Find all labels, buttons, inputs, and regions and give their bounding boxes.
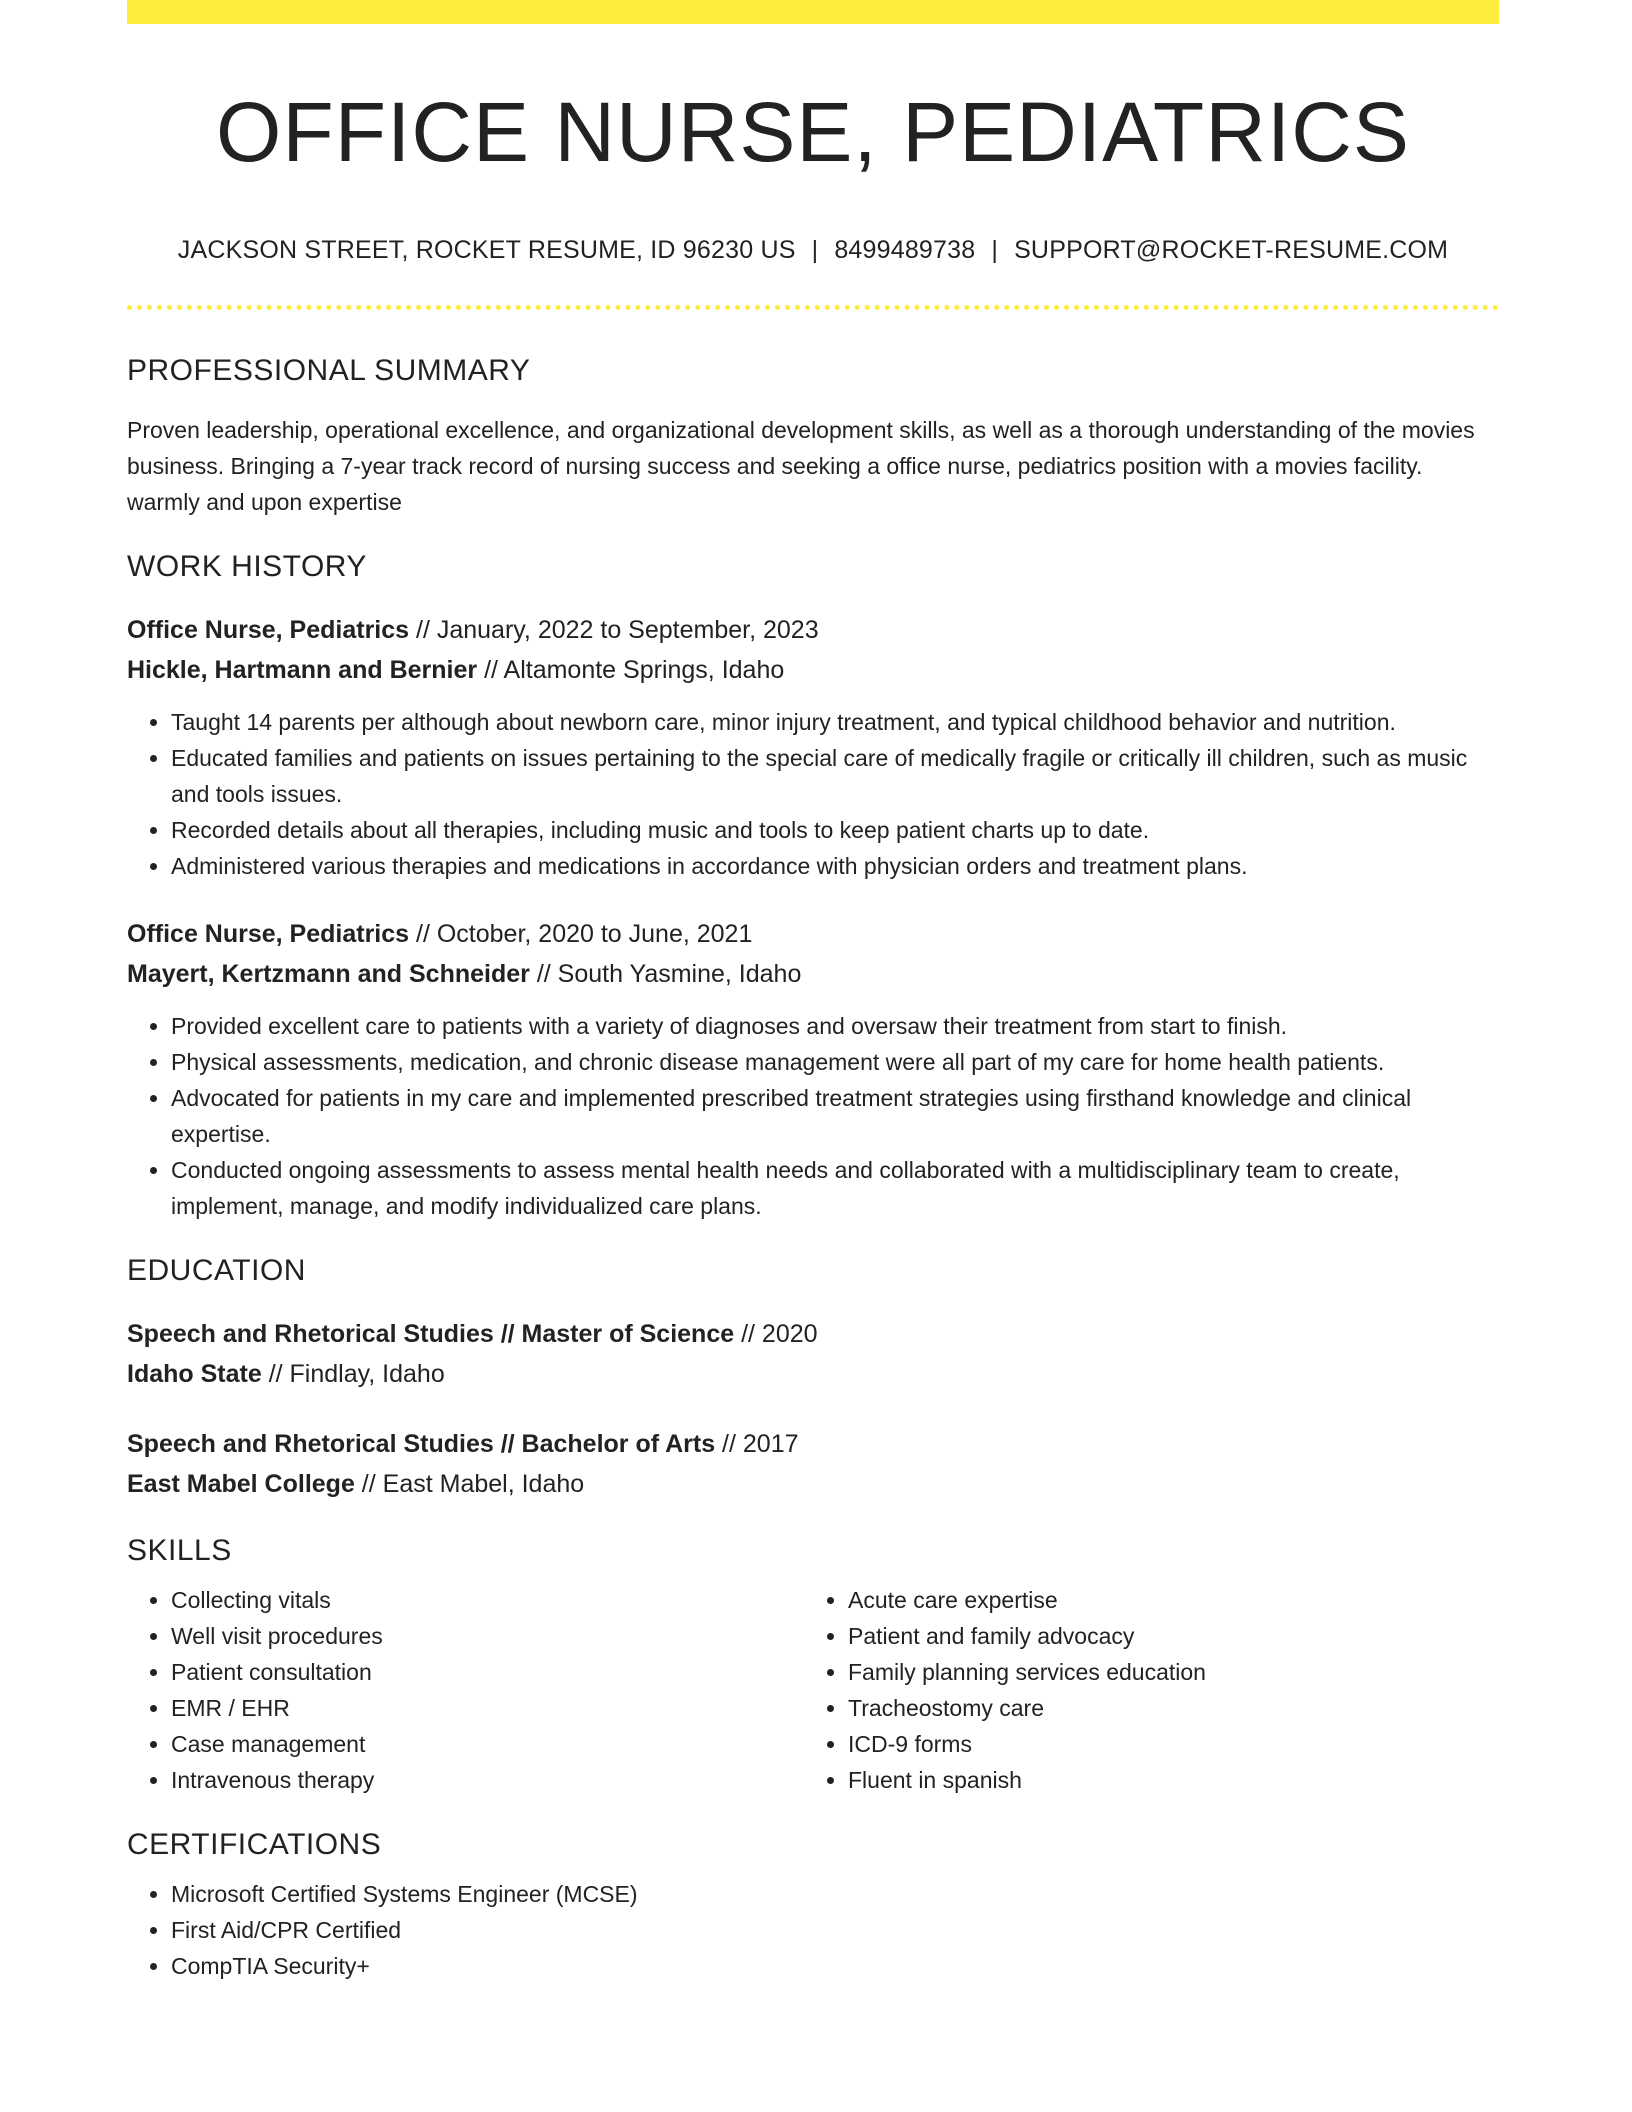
list-item: • Collecting vitals — [171, 1582, 804, 1618]
job-dates: // October, 2020 to June, 2021 — [409, 920, 753, 949]
contact-separator: | — [991, 236, 999, 265]
list-item: • Provided excellent care to patients with a variety of diagnoses and oversaw their treatment from start to finish. — [171, 1008, 1499, 1044]
contact-address: JACKSON STREET, ROCKET RESUME, ID 96230 US — [177, 236, 796, 265]
job-title-line — [127, 914, 1499, 954]
list-item: • Fluent in spanish — [848, 1762, 1481, 1798]
job-dates: // January, 2022 to September, 2023 — [409, 616, 819, 645]
skills-right-list — [804, 1582, 1481, 1798]
list-item: • Advocated for patients in my care and implemented prescribed treatment strategies using firsthand knowledge and clinical expertise. — [171, 1080, 1499, 1152]
school-line — [127, 1354, 1499, 1394]
job-title-line — [127, 610, 1499, 650]
school: Idaho State — [127, 1360, 262, 1389]
page-title: OFFICE NURSE, PEDIATRICS — [216, 85, 1410, 179]
school: East Mabel College — [127, 1470, 355, 1499]
list-item: • Conducted ongoing assessments to assess mental health needs and collaborated with a multidisciplinary team to create, implement, manage, and modify individualized care plans. — [171, 1152, 1499, 1224]
school-location: // East Mabel, Idaho — [354, 1470, 585, 1499]
job-title: Office Nurse, Pediatrics — [127, 920, 410, 949]
job-bullets — [127, 704, 1499, 884]
job-company-line — [127, 954, 1499, 994]
list-item: • Patient and family advocacy — [848, 1618, 1481, 1654]
contact-email: SUPPORT@ROCKET-RESUME.COM — [1014, 236, 1449, 265]
job-company: Hickle, Hartmann and Bernier — [127, 656, 478, 685]
education-entry — [127, 1424, 1499, 1504]
list-item: • Well visit procedures — [171, 1618, 804, 1654]
list-item: • Taught 14 parents per although about newborn care, minor injury treatment, and typical childhood behavior and nutrition. — [171, 704, 1499, 740]
contact-line — [127, 236, 1499, 265]
list-item: • Recorded details about all therapies, including music and tools to keep patient charts up to date. — [171, 812, 1499, 848]
education-entry — [127, 1314, 1499, 1394]
list-item: • Patient consultation — [171, 1654, 804, 1690]
school-location: // Findlay, Idaho — [261, 1360, 445, 1389]
job-bullets — [127, 1008, 1499, 1224]
job-company: Mayert, Kertzmann and Schneider — [127, 960, 530, 989]
contact-separator: | — [811, 236, 819, 265]
skills-columns — [127, 1582, 1499, 1798]
degree-year: // 2020 — [734, 1320, 818, 1349]
list-item: • First Aid/CPR Certified — [171, 1912, 1499, 1948]
list-item: • Intravenous therapy — [171, 1762, 804, 1798]
list-item: • ICD-9 forms — [848, 1726, 1481, 1762]
skills-heading: SKILLS — [127, 1534, 232, 1568]
list-item: • Case management — [171, 1726, 804, 1762]
job-entry — [127, 914, 1499, 1224]
degree-line — [127, 1314, 1499, 1354]
degree-year: // 2017 — [715, 1430, 799, 1459]
work-history-heading: WORK HISTORY — [127, 550, 367, 584]
job-title: Office Nurse, Pediatrics — [127, 616, 410, 645]
job-location: // Altamonte Springs, Idaho — [477, 656, 785, 685]
school-line — [127, 1464, 1499, 1504]
contact-phone: 8499489738 — [834, 236, 976, 265]
degree: Speech and Rhetorical Studies // Bachelor of Arts — [127, 1430, 716, 1459]
list-item: • Physical assessments, medication, and chronic disease management were all part of my care for home health patients. — [171, 1044, 1499, 1080]
resume-page — [127, 0, 1499, 1984]
list-item: • EMR / EHR — [171, 1690, 804, 1726]
list-item: • Administered various therapies and medications in accordance with physician orders and treatment plans. — [171, 848, 1499, 884]
skills-left-list — [127, 1582, 804, 1798]
list-item: • CompTIA Security+ — [171, 1948, 1499, 1984]
job-location: // South Yasmine, Idaho — [529, 960, 802, 989]
list-item: • Tracheostomy care — [848, 1690, 1481, 1726]
summary-heading: PROFESSIONAL SUMMARY — [127, 354, 531, 388]
certifications-list — [127, 1876, 1499, 1984]
job-company-line — [127, 650, 1499, 690]
list-item: • Acute care expertise — [848, 1582, 1481, 1618]
dotted-divider — [127, 305, 1499, 310]
list-item: • Microsoft Certified Systems Engineer (MCSE) — [171, 1876, 1499, 1912]
education-heading: EDUCATION — [127, 1254, 306, 1288]
degree-line — [127, 1424, 1499, 1464]
accent-bar — [127, 0, 1499, 24]
summary-text: Proven leadership, operational excellence, and organizational development skills, as well as a thorough understanding of the movies business. Bringing a 7-year track record of nursing success and seeking a office nurse, pediatrics position with a movies facility. warmly and upon expertise — [127, 417, 1475, 516]
degree: Speech and Rhetorical Studies // Master of Science — [127, 1320, 735, 1349]
list-item: • Family planning services education — [848, 1654, 1481, 1690]
job-entry — [127, 610, 1499, 884]
certifications-heading: CERTIFICATIONS — [127, 1828, 382, 1862]
list-item: • Educated families and patients on issues pertaining to the special care of medically fragile or critically ill children, such as music and tools issues. — [171, 740, 1499, 812]
